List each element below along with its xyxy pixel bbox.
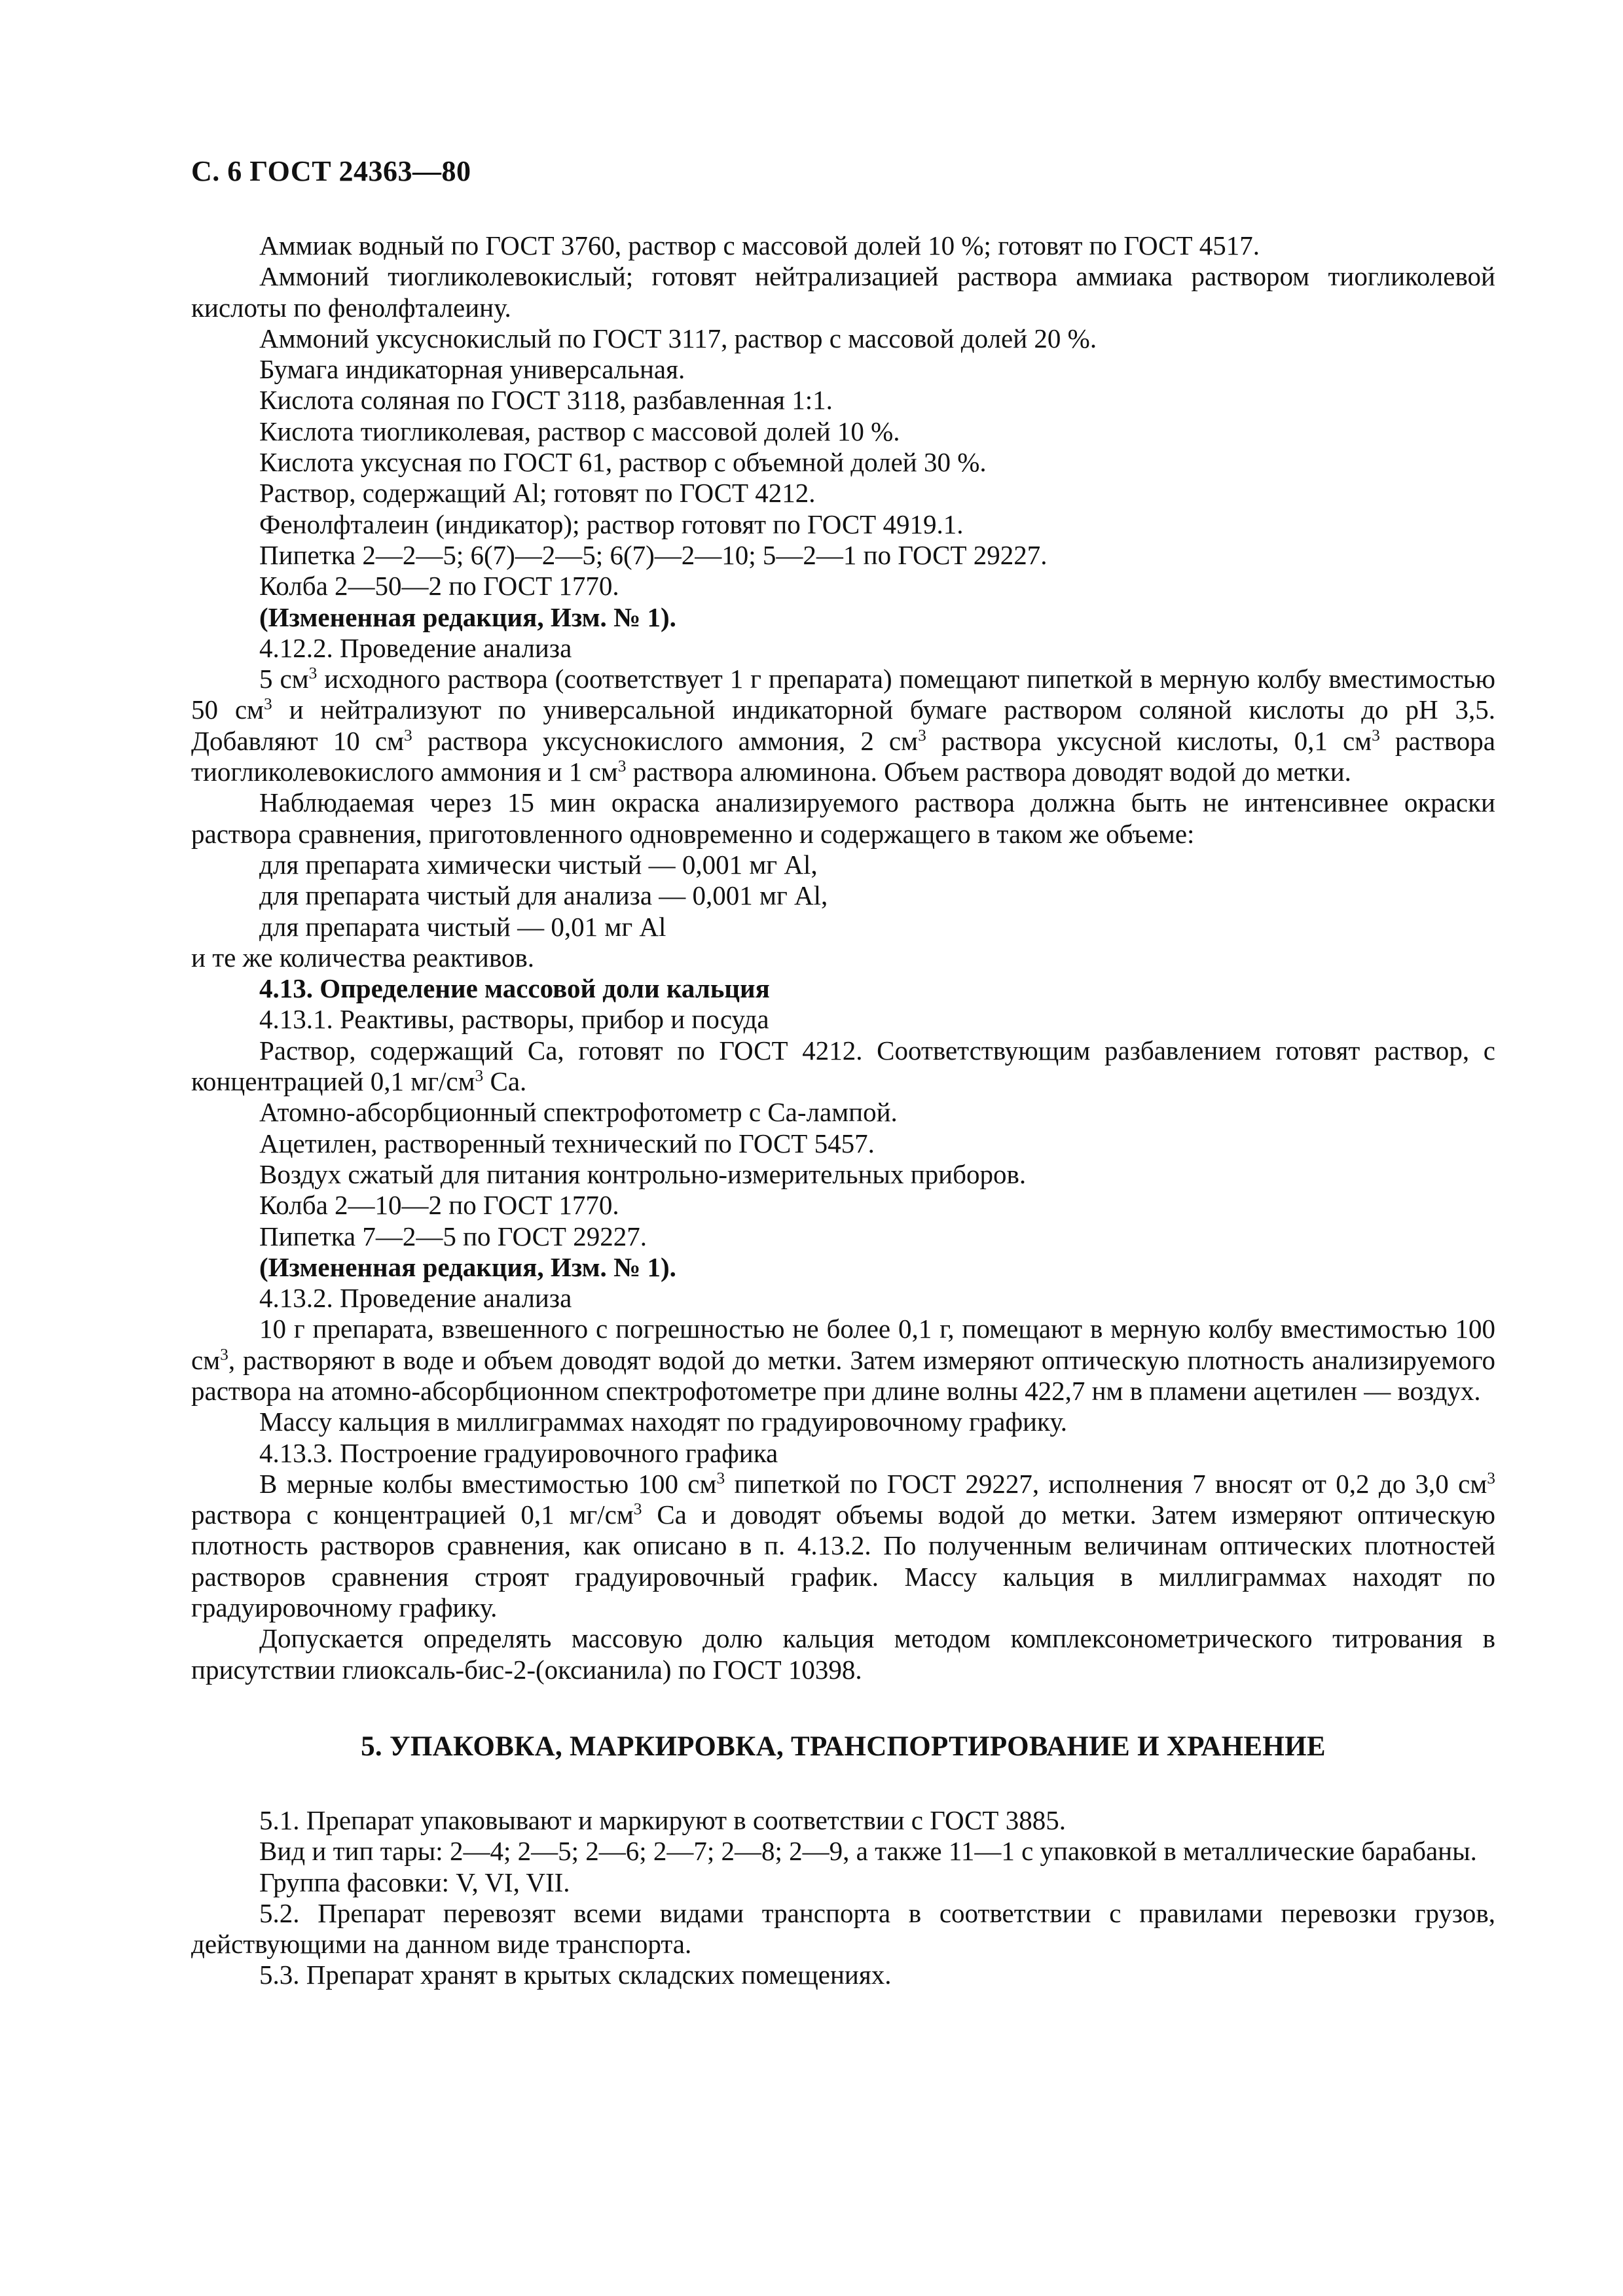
paragraph: Воздух сжатый для питания контрольно-измерительных приборов. (259, 1158, 1027, 1189)
paragraph: Раствор, содержащий Ca, готовят по ГОСТ 4212. Соответствующим разбавлением готовят раствор, с концентрацией 0,1 $мг/см^3$ Ca. (191, 1035, 1495, 1097)
list-item: для препарата чистый для анализа — 0,001 мг Al, (259, 880, 828, 911)
paragraph: 5.3. Препарат хранят в крытых складских помещениях. (259, 1960, 892, 1990)
paragraph: Допускается определять массовую долю кальция методом комплексонометрического титрования в присутствии глиоксаль-бис-2-(оксианила) по ГОСТ 10398. (191, 1623, 1495, 1685)
paragraph: Вид и тип тары: 2—4; 2—5; 2—6; 2—7; 2—8; 2—9, а также 11—1 с упаковкой в металлические барабаны. (259, 1836, 1477, 1867)
paragraph: Аммиак водный по ГОСТ 3760, раствор с массовой долей 10 %; готовят по ГОСТ 4517. (259, 230, 1260, 260)
section-title: 5. УПАКОВКА, МАРКИРОВКА, ТРАНСПОРТИРОВАНИЕ И ХРАНЕНИЕ (361, 1731, 1326, 1762)
paragraph: Фенолфталеин (индикатор); раствор готовят по ГОСТ 4919.1. (259, 509, 964, 539)
paragraph: Колба 2—10—2 по ГОСТ 1770. (259, 1190, 619, 1221)
paragraph: Группа фасовки: V, VI, VII. (259, 1867, 570, 1897)
paragraph: Ацетилен, растворенный технический по ГОСТ 5457. (259, 1128, 875, 1158)
subsection-heading: 4.12.2. Проведение анализа (259, 632, 572, 663)
paragraph: Кислота тиогликолевая, раствор с массовой долей 10 %. (259, 416, 900, 446)
paragraph: Аммоний тиогликолевокислый; готовят нейтрализацией раствора аммиака раствором тиогликолевой кислоты по фенолфталеину. (191, 261, 1495, 323)
paragraph: В мерные колбы вместимостью 100 $см^3$ пипеткой по ГОСТ 29227, исполнения 7 вносят от 0,2 до 3,0 $см^3$ раствора с концентрацией 0,1 $мг/см^3$ Ca и доводят объемы водой до метки. Затем измеряют оптическую плотность растворов сравнения, как описано в п. 4.13.2. По полученным величинам оптических плотностей растворов сравнения строят градуировочный график. Массу кальция в миллиграммах находят по градуировочному графику. (191, 1468, 1495, 1623)
paragraph: 5.2. Препарат перевозят всеми видами транспорта в соответствии с правилами перевозки грузов, действующими на данном виде транспорта. (191, 1897, 1495, 1960)
paragraph: 5.1. Препарат упаковывают и маркируют в соответствии с ГОСТ 3885. (259, 1804, 1066, 1835)
paragraph: Раствор, содержащий Al; готовят по ГОСТ 4212. (259, 478, 816, 509)
subsection-heading: 4.13.3. Построение градуировочного графика (259, 1437, 778, 1468)
paragraph: Кислота соляная по ГОСТ 3118, разбавленная 1:1. (259, 385, 833, 416)
page-header: С. 6 ГОСТ 24363—80 (191, 155, 471, 187)
list-item: для препарата химически чистый — 0,001 мг Al, (259, 849, 818, 880)
paragraph: Кислота уксусная по ГОСТ 61, раствор с объемной долей 30 %. (259, 447, 987, 478)
paragraph: Пипетка 7—2—5 по ГОСТ 29227. (259, 1221, 647, 1251)
paragraph: Колба 2—50—2 по ГОСТ 1770. (259, 571, 619, 601)
paragraph: 10 г препарата, взвешенного с погрешностью не более 0,1 г, помещают в мерную колбу вместимостью 100 $см^3$, растворяют в воде и объем доводят водой до метки. Затем измеряют оптическую плотность анализируемого раствора на атомно-абсорбционном спектрофотометре при длине волны 422,7 нм в пламени ацетилен — воздух. (191, 1314, 1495, 1406)
paragraph: Наблюдаемая через 15 мин окраска анализируемого раствора должна быть не интенсивнее окраски раствора сравнения, приготовленного одновременно и содержащего в таком же объеме: (191, 787, 1495, 849)
amendment-note: (Измененная редакция, Изм. № 1). (259, 1251, 676, 1282)
list-item: для препарата чистый — 0,01 мг Al (259, 911, 666, 942)
paragraph: 5 $см^3$ исходного раствора (соответствует 1 г препарата) помещают пипеткой в мерную колбу вместимостью 50 $см^3$ и нейтрализуют по универсальной индикаторной бумаге раствором соляной кислоты до pH 3,5. Добавляют 10 $см^3$ раствора уксуснокислого аммония, 2 $см^3$ раствора уксусной кислоты, 0,1 $см^3$ раствора тиогликолевокислого аммония и 1 $см^3$ раствора алюминона. Объем раствора доводят водой до метки. (191, 664, 1496, 787)
section-heading: 4.13. Определение массовой доли кальция (259, 973, 770, 1004)
paragraph: Бумага индикаторная универсальная. (259, 354, 685, 385)
paragraph: и те же количества реактивов. (191, 942, 535, 973)
paragraph: Пипетка 2—2—5; 6(7)—2—5; 6(7)—2—10; 5—2—1 по ГОСТ 29227. (259, 539, 1048, 570)
document-body (191, 230, 1495, 1991)
amendment-note: (Измененная редакция, Изм. № 1). (259, 601, 676, 632)
paragraph: Аммоний уксуснокислый по ГОСТ 3117, раствор с массовой долей 20 %. (259, 323, 1097, 353)
paragraph: Массу кальция в миллиграммах находят по градуировочному графику. (259, 1407, 1067, 1437)
subsection-heading: 4.13.1. Реактивы, растворы, прибор и посуда (259, 1004, 769, 1035)
subsection-heading: 4.13.2. Проведение анализа (259, 1283, 572, 1314)
paragraph: Атомно-абсорбционный спектрофотометр с Ca-лампой. (259, 1097, 898, 1128)
